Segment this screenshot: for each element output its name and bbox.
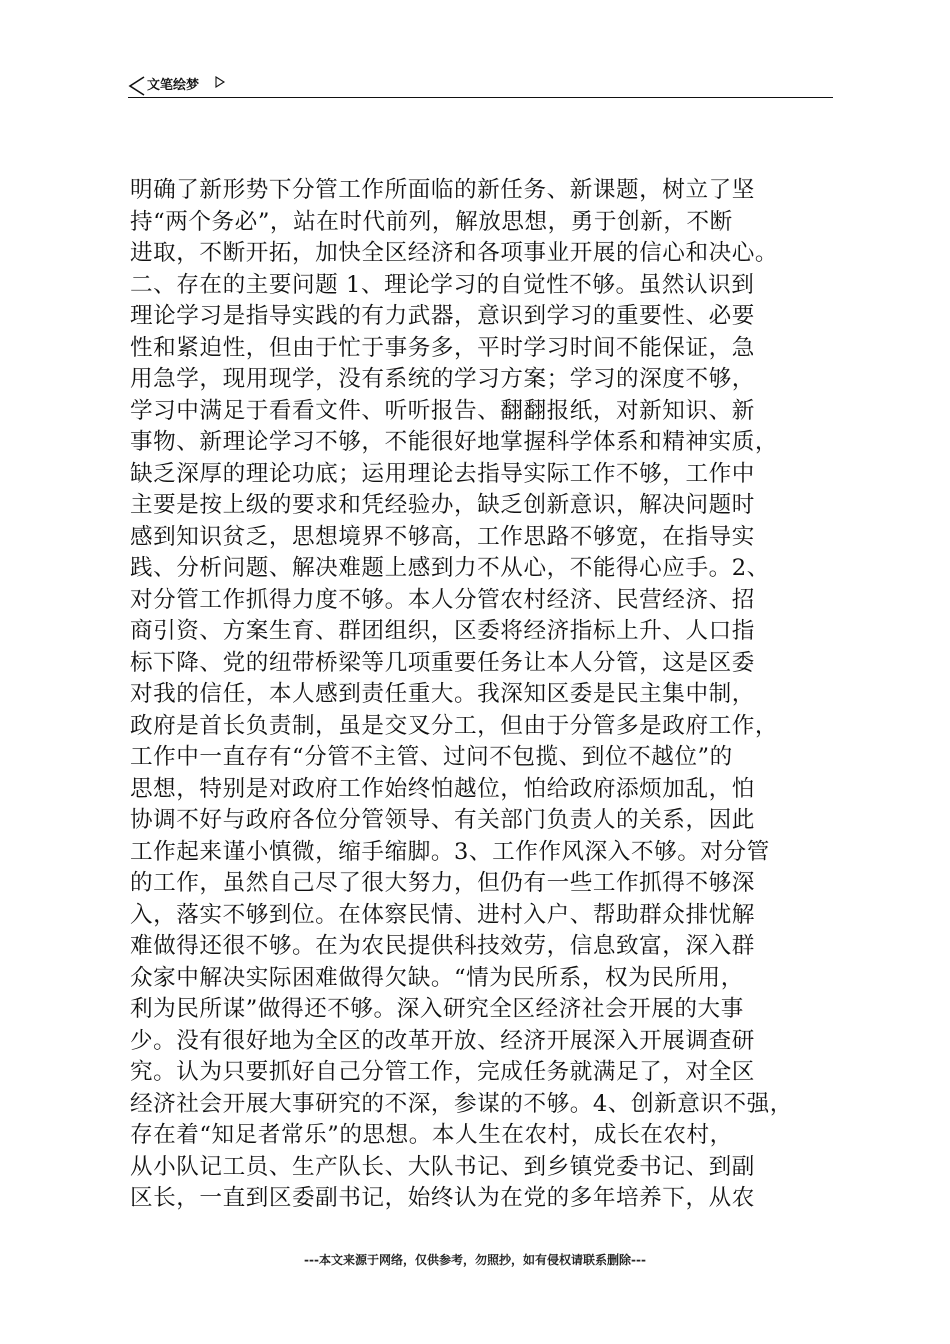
body-line: 协调不好与政府各位分管领导、有关部门负责人的关系，因此 (130, 807, 755, 833)
body-line: 利为民所谋”做得还不够。深入研究全区经济社会开展的大事 (130, 996, 744, 1022)
body-line: 存在着“知足者常乐”的思想。本人生在农村，成长在农村， (130, 1122, 733, 1148)
body-line: 众家中解决实际困难做得欠缺。“情为民所系，权为民所用， (130, 964, 744, 991)
footer-disclaimer: ---本文来源于网络，仅供参考，勿照抄，如有侵权请联系删除--- (304, 1253, 646, 1267)
body-line: 经济社会开展大事研究的不深，参谋的不够。4、创新意识不强， (130, 1090, 793, 1117)
body-line: 对我的信任，本人感到责任重大。我深知区委是民主集中制， (130, 681, 755, 707)
body-line: 对分管工作抓得力度不够。本人分管农村经济、民营经济、招 (130, 586, 755, 613)
header-title: 文笔绘梦 (147, 78, 200, 93)
body-line: 主要是按上级的要求和凭经验办，缺乏创新意识，解决问题时 (130, 492, 755, 518)
body-line: 事物、新理论学习不够，不能很好地掌握科学体系和精神实质， (130, 429, 779, 455)
body-line: 的工作，虽然自己尽了很大努力，但仍有一些工作抓得不够深 (130, 870, 755, 896)
body-line: 究。认为只要抓好自己分管工作，完成任务就满足了，对全区 (130, 1059, 755, 1085)
body-line: 理论学习是指导实践的有力武器，意识到学习的重要性、必要 (130, 303, 755, 329)
body-line: 入，落实不够到位。在体察民情、进村入户、帮助群众排忧解 (130, 901, 755, 928)
body-line: 难做得还很不够。在为农民提供科技效劳，信息致富，深入群 (130, 933, 755, 959)
body-line: 标下降、党的纽带桥梁等几项重要任务让本人分管，这是区委 (130, 649, 755, 676)
right-triangle-icon (214, 76, 226, 88)
body-line: 少。没有很好地为全区的改革开放、经济开展深入开展调查研 (130, 1027, 755, 1054)
body-line: 用急学，现用现学，没有系统的学习方案；学习的深度不够， (130, 366, 755, 392)
document-body (130, 175, 842, 1215)
body-line: 感到知识贫乏，思想境界不够高，工作思路不够宽，在指导实 (130, 523, 755, 550)
page-header (128, 74, 833, 98)
body-line: 明确了新形势下分管工作所面临的新任务、新课题，树立了坚 (130, 177, 755, 203)
body-line: 商引资、方案生育、群团组织，区委将经济指标上升、人口指 (130, 618, 755, 644)
body-line: 持“两个务必”，站在时代前列，解放思想，勇于创新，不断 (130, 208, 733, 235)
left-triangle-icon (128, 76, 146, 96)
body-line: 践、分析问题、解决难题上感到力不从心，不能得心应手。2、 (130, 555, 770, 581)
body-line: 政府是首长负责制，虽是交叉分工，但由于分管多是政府工作， (130, 712, 779, 739)
body-line: 进取，不断开拓，加快全区经济和各项事业开展的信心和决心。 (130, 240, 779, 266)
body-line: 工作起来谨小慎微，缩手缩脚。3、工作作风深入不够。对分管 (130, 838, 770, 865)
body-line: 二、存在的主要问题 1、理论学习的自觉性不够。虽然认识到 (130, 271, 755, 298)
body-line: 学习中满足于看看文件、听听报告、翻翻报纸，对新知识、新 (130, 397, 755, 424)
body-line: 从小队记工员、生产队长、大队书记、到乡镇党委书记、到副 (130, 1153, 755, 1180)
header-divider (128, 97, 833, 98)
body-line: 区长，一直到区委副书记，始终认为在党的多年培养下，从农 (130, 1185, 755, 1211)
body-line: 性和紧迫性，但由于忙于事务多，平时学习时间不能保证，急 (130, 334, 755, 361)
body-line: 思想，特别是对政府工作始终怕越位，怕给政府添烦加乱，怕 (130, 775, 755, 802)
body-line: 缺乏深厚的理论功底；运用理论去指导实际工作不够，工作中 (130, 460, 755, 487)
body-line: 工作中一直存有“分管不主管、过问不包揽、到位不越位”的 (130, 744, 733, 770)
